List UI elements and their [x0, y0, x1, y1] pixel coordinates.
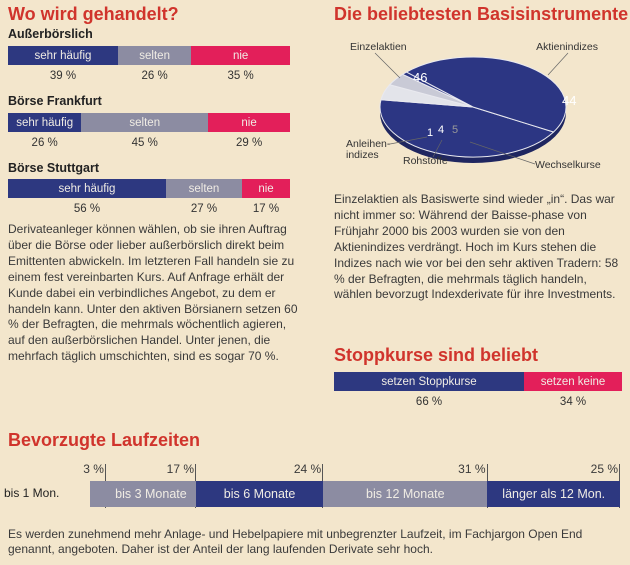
- pie-label-2: Wechselkurse: [535, 159, 601, 171]
- bar-segment-venue1-2: nie: [208, 113, 290, 132]
- value-label-runtime-4: 25 %: [590, 462, 618, 476]
- pie-value-3: 4: [438, 124, 445, 136]
- bar-segment-runtime-4: länger als 12 Mon.: [487, 481, 620, 507]
- pie-label-4-line-1: indizes: [346, 149, 379, 161]
- value-label-venue2-2: 17 %: [252, 203, 280, 215]
- pie-label-4-line-0: Anleihen-: [346, 138, 391, 150]
- pie-label-3: Rohstoffe: [403, 155, 448, 167]
- subtitle-boerse-stuttgart: Börse Stuttgart: [8, 161, 99, 175]
- pie-value-1: 44: [562, 93, 577, 108]
- bar-segment-venue0-0: sehr häufig: [8, 46, 118, 65]
- instruments-pie-chart: [330, 30, 630, 180]
- runtime-heading: Bevorzugte Laufzeiten: [8, 430, 201, 450]
- runtime-footnote: Es werden zunehmend mehr Anlage- und Hebelpapiere mit unbegrenzter Laufzeit, im Fachjargon Open End genannt, angeboten. Daher ist der Anteil der lang laufenden Derivate sehr hoch.: [8, 527, 583, 556]
- bar-segment-venue0-1: selten: [118, 46, 191, 65]
- trading-paragraph: Derivateanleger können wählen, ob sie ihren Auftrag über die Börse oder lieber außerbörslich direkt beim Emittenten abwickeln. Im letzteren Fall handeln sie zu einem fest vereinbarten Kurs. Auf Anfrage erhält der Kunde dabei ein verbindliches Angebot, zu dem er handeln kann. Unter den aktiven Börsianern setzen 60 % der Befragten, die mehrmals wöchentlich agieren, auf den außerbörslichen Handel. Unter jenen, die mehrfach täglich umschichten, sind es sogar 70 %.: [8, 222, 298, 364]
- venue-bar-boerse-frankfurt: [8, 113, 290, 132]
- value-label-runtime-0: 3 %: [83, 462, 104, 476]
- value-label-venue1-0: 26 %: [31, 137, 58, 149]
- pie-label-0: Einzelaktien: [350, 41, 407, 53]
- bar-segment-venue1-0: sehr häufig: [8, 113, 81, 132]
- pie-leader-line-0: [375, 53, 400, 78]
- stop-heading: Stoppkurse sind beliebt: [334, 345, 539, 365]
- value-label-venue2-0: 56 %: [73, 203, 101, 215]
- value-label-venue0-2: 35 %: [227, 70, 254, 82]
- bar-segment-stop-0: setzen Stoppkurse: [334, 372, 524, 391]
- value-label-venue0-1: 26 %: [141, 70, 168, 82]
- trading-heading: Wo wird gehandelt?: [8, 4, 179, 24]
- pie-label-1: Aktienindizes: [536, 41, 598, 53]
- bar-segment-venue2-2: nie: [242, 179, 290, 198]
- venue-bar-ausserboerslich: [8, 46, 290, 65]
- bar-segment-venue1-1: selten: [81, 113, 208, 132]
- pie-value-4: 1: [427, 127, 434, 139]
- value-label-stop-0: 66 %: [415, 396, 443, 408]
- value-label-runtime-3: 31 %: [458, 462, 486, 476]
- bar-segment-venue2-0: sehr häufig: [8, 179, 166, 198]
- pie-leader-line-1: [548, 53, 568, 75]
- pie-value-0: 46: [413, 70, 428, 85]
- subtitle-boerse-frankfurt: Börse Frankfurt: [8, 94, 102, 108]
- value-label-runtime-2: 24 %: [293, 462, 322, 476]
- bar-segment-venue2-1: selten: [166, 179, 242, 198]
- value-label-venue2-1: 27 %: [190, 203, 218, 215]
- pie-value-2: 5: [452, 124, 459, 136]
- value-label-runtime-1: 17 %: [166, 462, 194, 476]
- runtime-label-first: bis 1 Mon.: [4, 486, 60, 500]
- value-label-venue0-0: 39 %: [49, 70, 77, 82]
- instruments-heading: Die beliebtesten Basisinstrumente: [334, 4, 629, 24]
- value-label-venue1-2: 29 %: [235, 137, 263, 149]
- runtime-bar: [90, 481, 620, 507]
- venue-values-ausserboerslich: [8, 70, 290, 84]
- subtitle-ausserboerslich: Außerbörslich: [8, 27, 93, 41]
- bar-segment-venue0-2: nie: [191, 46, 290, 65]
- bar-segment-stop-1: setzen keine: [524, 372, 622, 391]
- stop-values: [334, 396, 622, 410]
- venue-values-boerse-stuttgart: [8, 203, 290, 217]
- runtime-values: [0, 462, 630, 478]
- venue-values-boerse-frankfurt: [8, 137, 290, 151]
- bar-segment-runtime-1: bis 3 Monate: [106, 481, 196, 507]
- bar-segment-runtime-0: [90, 481, 106, 507]
- bar-segment-runtime-3: bis 12 Monate: [323, 481, 487, 507]
- value-label-stop-1: 34 %: [559, 396, 587, 408]
- bar-segment-runtime-2: bis 6 Monate: [196, 481, 323, 507]
- stop-bar: [334, 372, 622, 391]
- value-label-venue1-1: 45 %: [131, 137, 158, 149]
- venue-bar-boerse-stuttgart: [8, 179, 290, 198]
- instruments-paragraph: Einzelaktien als Basiswerte sind wieder „in“. Das war nicht immer so: Während der Baisse-phase von Frühjahr 2000 bis 2003 wurden sie von den Aktienindizes verdrängt. Hoch im Kurs stehen die Indizes nach wie vor bei den sehr aktiven Tradern: 58 % der Befragten, die mehrmals täglich handeln, wählen bevorzugt Indexderivate für ihre Investments.: [334, 192, 619, 302]
